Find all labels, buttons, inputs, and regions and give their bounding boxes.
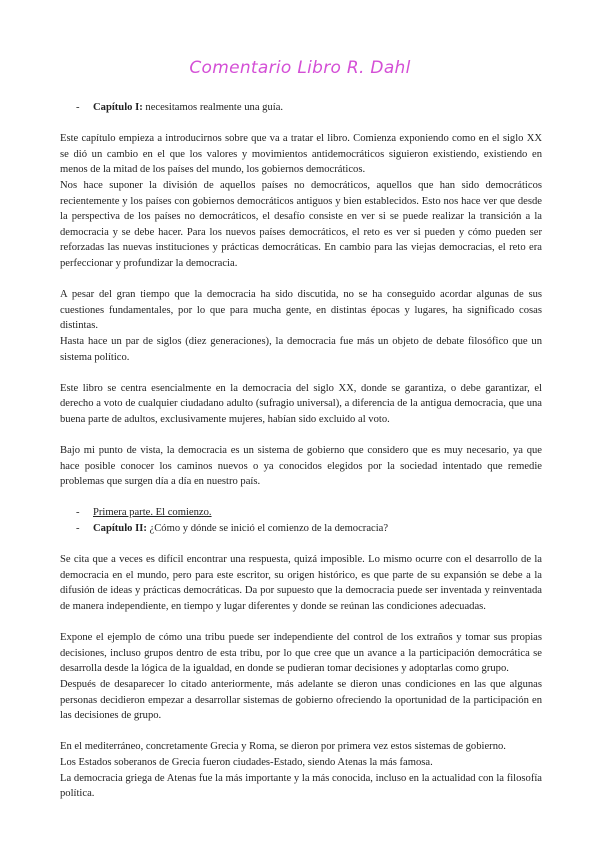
chapter-1-label: Capítulo I: <box>93 102 143 113</box>
chapter-2-label: Capítulo II: <box>93 523 147 535</box>
paragraph: Después de desaparecer lo citado anteriormente, más adelante se dieron unas condiciones en las que algunas personas decidieron empezar a desarrollar sistemas de gobierno ofreciendo la oportunidad de la participación en las decisiones de grupo. <box>60 678 542 722</box>
list-item-chapter-2 <box>60 521 542 537</box>
chapter-2-text: ¿Cómo y dónde se inició el comienzo de la democracia? <box>146 523 389 535</box>
paragraph: Este capítulo empieza a introducirnos sobre que va a tratar el libro. Comienza exponiendo como en el siglo XX se dió un cambio en el que los valores y movimientos antidemocráticos siguieron existiendo, existiendo en menos de la mitad de los países del mundo, los gobiernos democráticos. <box>60 133 542 176</box>
bullet-dash: - <box>76 102 80 113</box>
bullet-dash: - <box>76 523 80 535</box>
paragraph: La democracia griega de Atenas fue la más importante y la más conocida, incluso en la actualidad con la filosofía política. <box>60 772 542 800</box>
paragraph: Nos hace suponer la división de aquellos países no democráticos, aquellos que han sido democráticos recientemente y los países con gobiernos democráticos antiguos y bien establecidos. Esto nos hace ver que desde la perspectiva de los países no democráticos, el desafío consiste en ver si se puede realizar la transición a la democracia y se debe hacer. Para los nuevos países democráticos, el reto es ver si pueden y cómo pueden ser reforzadas las nuevas instituciones y prácticas democráticas. En cambio para las viejas democracias, el reto era perfeccionar y profundizar la democracia. <box>60 179 542 269</box>
paragraph: Hasta hace un par de siglos (diez generaciones), la democracia fue más un objeto de debate filosófico que un sistema político. <box>60 335 542 363</box>
paragraph: Los Estados soberanos de Grecia fueron ciudades-Estado, siendo Atenas la más famosa. <box>60 756 433 768</box>
document-body <box>60 100 542 802</box>
chapter-1-text: necesitamos realmente una guía. <box>142 102 284 113</box>
list-item-chapter-1 <box>60 100 542 116</box>
paragraph: Expone el ejemplo de cómo una tribu puede ser independiente del control de los extraños y tomar sus propias decisiones, incluso grupos dentro de esta tribu, por lo que cree que un avance a la participación democrática se desarrolla desde la lógica de la igualdad, en donde se pudieran tomar decisiones y adoptarlas como grupo. <box>60 632 542 675</box>
paragraph: A pesar del gran tiempo que la democracia ha sido discutida, no se ha conseguido acordar algunas de sus cuestiones fundamentales, por lo que para mucha gente, en distintas épocas y lugares, ha significado cosas distintas. <box>60 289 542 332</box>
list-item-part-1 <box>60 505 542 521</box>
page-title: Comentario Libro R. Dahl <box>189 58 411 78</box>
paragraph: Este libro se centra esencialmente en la democracia del siglo XX, donde se garantiza, o debe garantizar, el derecho a voto de cualquier ciudadano adulto (sufragio universal), a diferencia de la antigua democracia, que una buena parte de adultos, exclusivamente mujeres, habían sido excluido al voto. <box>60 382 542 425</box>
paragraph: En el mediterráneo, concretamente Grecia y Roma, se dieron por primera vez estos sistemas de gobierno. <box>60 741 506 753</box>
paragraph: Se cita que a veces es difícil encontrar una respuesta, quizá imposible. Lo mismo ocurre con el desarrollo de la democracia en el mundo, pero para este escritor, su origen histórico, es que parte de su expansión se debe a la difusión de ideas y prácticas democráticas. Da por supuesto que la democracia puede ser inventada y reinventada de manera independiente, en tiempo y lugar diferentes y donde se reúnan las condiciones adecuadas. <box>60 554 542 612</box>
bullet-dash: - <box>76 507 80 519</box>
paragraph: Bajo mi punto de vista, la democracia es un sistema de gobierno que considero que es muy necesario, ya que hace posible conocer los caminos nuevos o ya conocidos elegidos por la sociedad intentado que remedie problemas que surgen día a día en nuestro país. <box>60 445 542 488</box>
part-1-heading: Primera parte. El comienzo. <box>93 507 212 519</box>
